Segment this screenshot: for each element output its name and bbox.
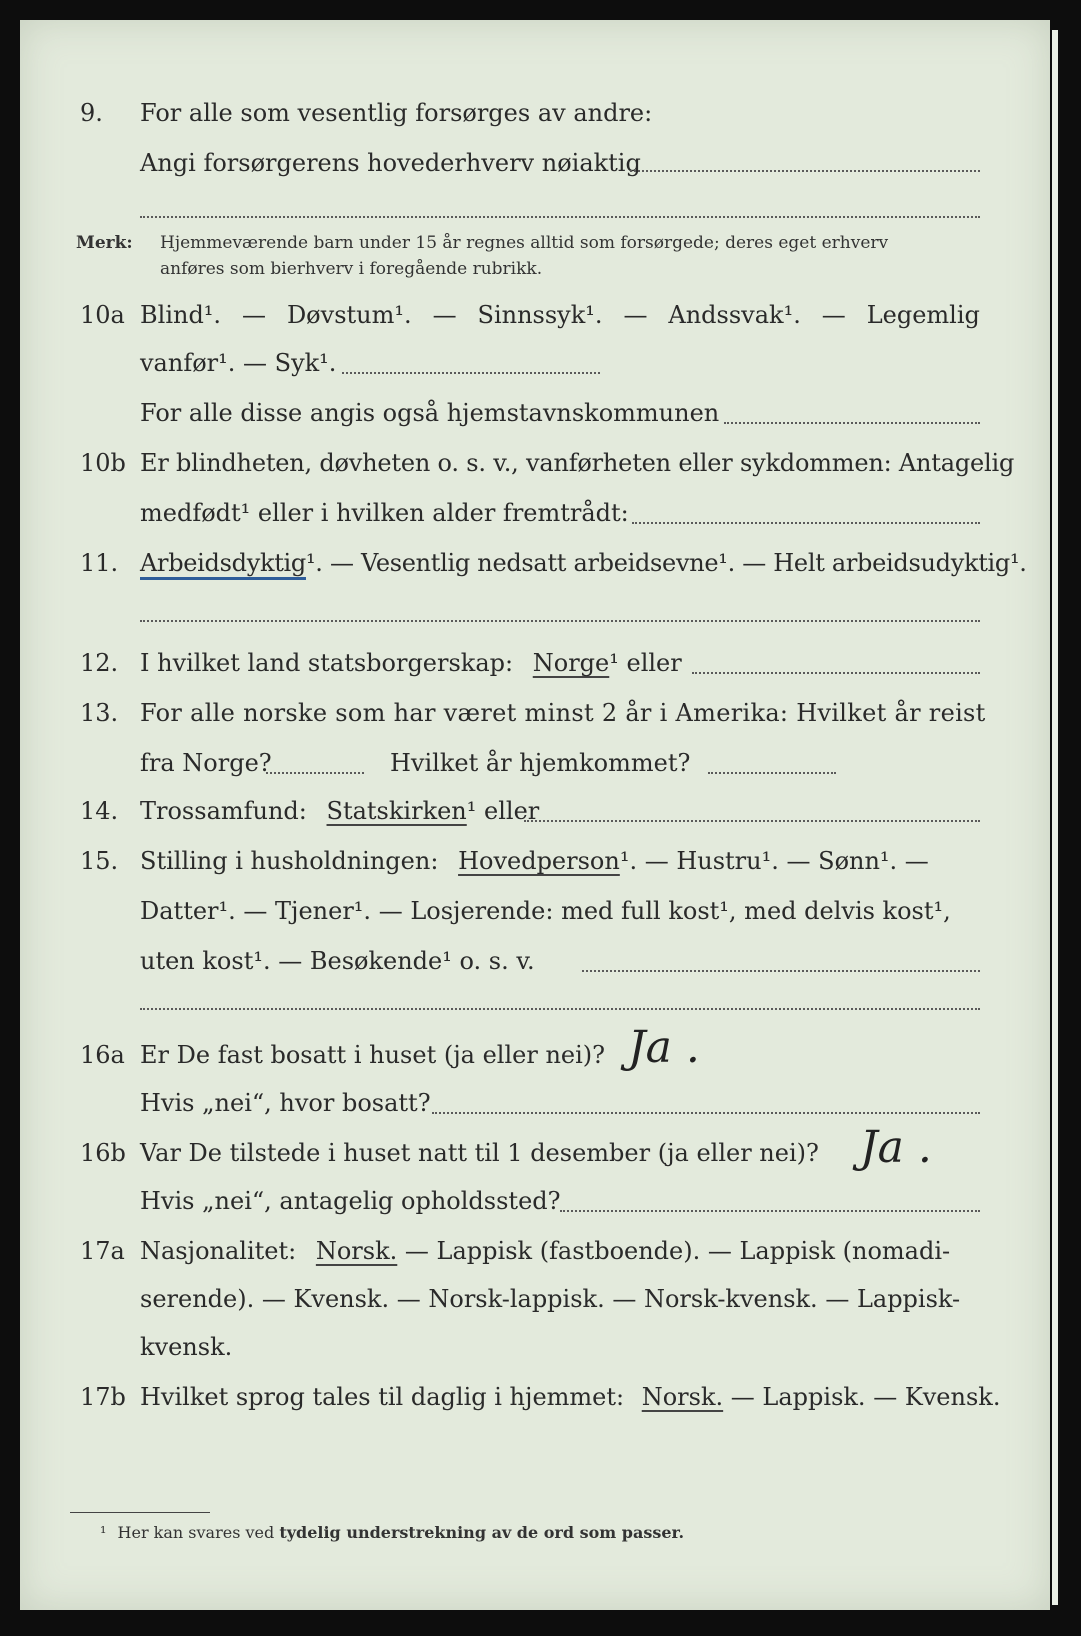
q11-number: 11. <box>80 549 119 577</box>
q16b-line2: Hvis „nei“, antagelig opholdssted? <box>140 1187 561 1215</box>
q10b-line1: Er blindheten, døvheten o. s. v., vanførheten eller sykdommen: Antagelig <box>140 449 1015 477</box>
q17b-pre: Hvilket sprog tales til daglig i hjemmet: <box>140 1383 625 1411</box>
q12-line <box>140 648 682 678</box>
q15-number: 15. <box>80 847 119 875</box>
q15-line2: Datter¹. — Tjener¹. — Losjerende: med full kost¹, med delvis kost¹, <box>140 897 951 925</box>
q9-answer-line-2 <box>140 216 980 218</box>
q11-arbeidsdyktig-underlined: Arbeidsdyktig <box>140 549 306 577</box>
q13-number: 13. <box>80 699 119 727</box>
q12-pre: I hvilket land statsborgerskap: <box>140 649 514 677</box>
q15-line3: uten kost¹. — Besøkende¹ o. s. v. <box>140 947 535 975</box>
q16b-answer-line <box>560 1210 980 1212</box>
q17b-norsk-underlined: Norsk. <box>641 1383 724 1411</box>
q17a-number: 17a <box>80 1237 125 1265</box>
q12-answer-line <box>692 672 980 674</box>
q16b-line1: Var De tilstede i huset natt til 1 desember (ja eller nei)? <box>140 1139 819 1167</box>
q17a-line2: serende). — Kvensk. — Norsk-lappisk. — Norsk-kvensk. — Lappisk- <box>140 1285 961 1313</box>
q14-answer-line <box>524 820 980 822</box>
q10a-line3: For alle disse angis også hjemstavnskommunen <box>140 399 720 427</box>
q17a-line1-post: — Lappisk (fastboende). — Lappisk (nomadi- <box>404 1237 951 1265</box>
q16a-number: 16a <box>80 1041 125 1069</box>
q10a-answer-line <box>342 372 600 374</box>
q14-statskirken-underlined: Statskirken <box>326 797 467 825</box>
q10a-dash-4: — <box>821 301 846 329</box>
q10a-line2: vanfør¹. — Syk¹. <box>140 349 337 377</box>
q12-number: 12. <box>80 649 119 677</box>
q15-hovedperson-underlined: Hovedperson <box>458 847 620 875</box>
q13-line2b: Hvilket år hjemkommet? <box>390 749 691 777</box>
page-edge <box>1052 30 1058 1605</box>
q14-line <box>140 796 539 826</box>
merk-line2: anføres som bierhverv i foregående rubrikk. <box>160 259 543 279</box>
q16a-line2: Hvis „nei“, hvor bosatt? <box>140 1089 431 1117</box>
q10a-dash-1: — <box>242 301 266 329</box>
q14-post: ¹ eller <box>466 797 540 825</box>
q13-reist-line <box>266 772 364 774</box>
q10a-blind: Blind¹. <box>140 301 222 329</box>
q10b-line2: medfødt¹ eller i hvilken alder fremtrådt: <box>140 499 629 527</box>
q17a-line1-pre: Nasjonalitet: <box>140 1237 297 1265</box>
q14-number: 14. <box>80 797 119 825</box>
q15-line1 <box>140 846 929 876</box>
q16a-line1: Er De fast bosatt i huset (ja eller nei)? <box>140 1041 606 1069</box>
q14-pre: Trossamfund: <box>140 797 307 825</box>
q17a-line3: kvensk. <box>140 1333 233 1361</box>
q15-answer-line-2 <box>140 1008 980 1010</box>
q9-line1: For alle som vesentlig forsørges av andre: <box>140 99 653 127</box>
q17a-norsk-underlined: Norsk. <box>315 1237 398 1265</box>
q10a-legemlig: Legemlig <box>866 301 980 329</box>
merk-label: Merk: <box>76 233 133 253</box>
q16b-number: 16b <box>80 1139 126 1167</box>
q13-hjemkommet-line <box>708 772 836 774</box>
footnote-bold: tydelig understrekning av de ord som passer. <box>279 1523 685 1542</box>
q10a-dovstum: Døvstum¹. <box>286 301 412 329</box>
q11-answer-line <box>140 620 980 622</box>
q10a-andssvak: Andssvak¹. <box>668 301 801 329</box>
q10a-hjemstavn-line <box>724 422 980 424</box>
footnote <box>100 1520 684 1546</box>
q17a-line1 <box>140 1236 950 1266</box>
q16b-handwritten-answer: Ja . <box>860 1122 932 1173</box>
q9-answer-line <box>630 170 980 172</box>
q10b-answer-line <box>632 522 980 524</box>
q9-line2: Angi forsørgerens hovederhverv nøiaktig <box>140 149 641 177</box>
q9-number: 9. <box>80 99 103 127</box>
q13-line2a: fra Norge? <box>140 749 272 777</box>
q12-norge-underlined: Norge <box>532 649 610 677</box>
q15-line1-pre: Stilling i husholdningen: <box>140 847 439 875</box>
q17b-line <box>140 1382 1000 1412</box>
q15-answer-line <box>582 970 980 972</box>
q10b-number: 10b <box>80 449 126 477</box>
footnote-rule <box>70 1512 210 1513</box>
footnote-pre: Her kan svares ved <box>117 1523 275 1542</box>
merk-line1: Hjemmeværende barn under 15 år regnes alltid som forsørgede; deres eget erhverv <box>160 233 889 253</box>
q12-post: ¹ eller <box>609 649 682 677</box>
q10a-line1 <box>140 300 980 330</box>
q11-line <box>140 548 1027 578</box>
q10a-number: 10a <box>80 301 125 329</box>
q17b-post: — Lappisk. — Kvensk. <box>730 1383 1001 1411</box>
q15-line1-post: ¹. — Hustru¹. — Sønn¹. — <box>619 847 929 875</box>
q16a-handwritten-answer: Ja . <box>628 1022 700 1073</box>
q13-line1: For alle norske som har været minst 2 år i Amerika: Hvilket år reist <box>140 699 986 727</box>
q10a-sinnssyk: Sinnssyk¹. <box>477 301 603 329</box>
q10a-dash-3: — <box>623 301 648 329</box>
q10a-dash-2: — <box>432 301 457 329</box>
q17b-number: 17b <box>80 1383 126 1411</box>
q11-rest: ¹. — Vesentlig nedsatt arbeidsevne¹. — Helt arbeidsudyktig¹. <box>305 549 1027 577</box>
q16a-answer-line <box>432 1112 980 1114</box>
footnote-mark: ¹ <box>100 1523 107 1542</box>
